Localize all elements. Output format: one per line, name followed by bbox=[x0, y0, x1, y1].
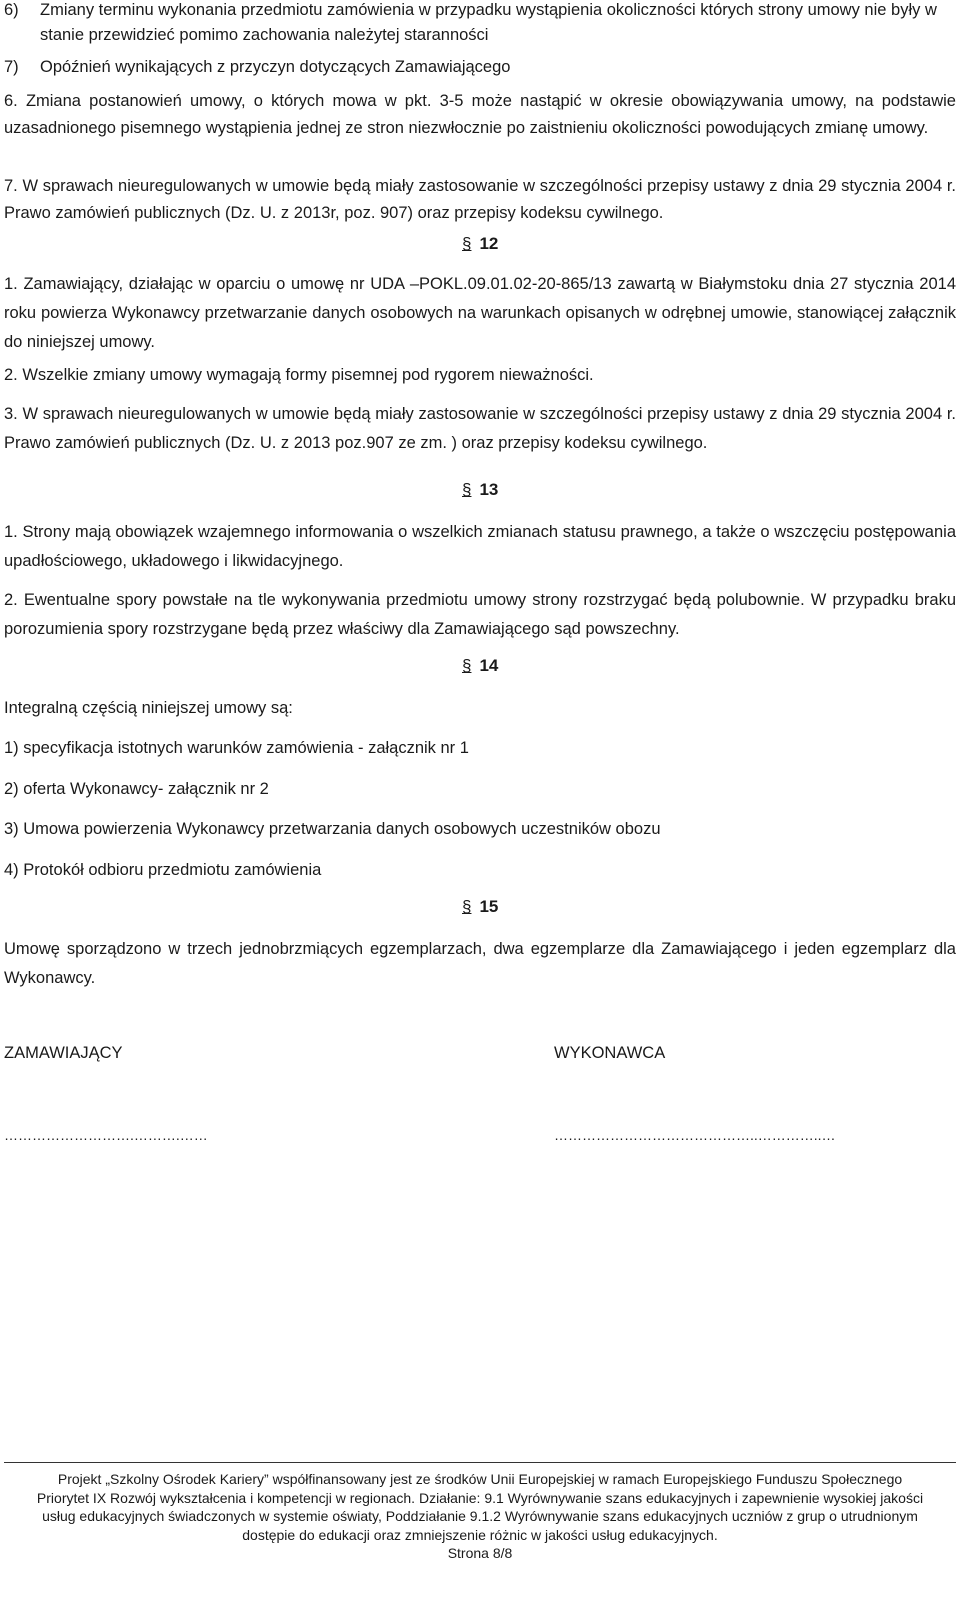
section-heading-12 bbox=[462, 234, 498, 254]
section-sign: § bbox=[462, 480, 472, 499]
footer-line: usług edukacyjnych świadczonych w systemie oświaty, Poddziałanie 9.1.2 Wyrównywanie szans edukacyjnych uczniów z grup o utrudnionym bbox=[42, 1508, 918, 1524]
list-item bbox=[4, 0, 956, 48]
page-footer bbox=[4, 1470, 956, 1563]
footer-line: Projekt „Szkolny Ośrodek Kariery” współfinansowany jest ze środków Unii Europejskiej w ramach Europejskiego Funduszu Społecznego bbox=[57, 1471, 903, 1487]
list-item-text: Opóźnień wynikających z przyczyn dotyczących Zamawiającego bbox=[40, 58, 511, 76]
signature-label-contracting-party: ZAMAWIAJĄCY bbox=[4, 1044, 123, 1062]
s15-paragraph-1: Umowę sporządzono w trzech jednobrzmiących egzemplarzach, dwa egzemplarze dla Zamawiającego i jeden egzemplarz dla Wykonawcy. bbox=[4, 940, 956, 987]
section-heading-13 bbox=[462, 480, 498, 500]
page-number: Strona 8/8 bbox=[447, 1545, 513, 1561]
section-number: 13 bbox=[479, 480, 499, 499]
s13-paragraph-2: 2. Ewentualne spory powstałe na tle wykonywania przedmiotu umowy strony rozstrzygać będą polubownie. W przypadku braku porozumienia spory rozstrzygane będą przez właściwy dla Zamawiającego sąd powszechny. bbox=[4, 591, 956, 638]
s14-intro: Integralną częścią niniejszej umowy są: bbox=[4, 699, 293, 717]
s12-paragraph-3: 3. W sprawach nieuregulowanych w umowie będą miały zastosowanie w szczególności przepisy ustawy z dnia 29 stycznia 2004 r. Prawo zamówień publicznych (Dz. U. z 2013 poz.907 ze zm. ) oraz przepisy kodeksu cywilnego. bbox=[4, 405, 956, 452]
paragraph-6: 6. Zmiana postanowień umowy, o których mowa w pkt. 3-5 może nastąpić w okresie obowiązywania umowy, na podstawie uzasadnionego pisemnego wystąpienia jednej ze stron niezwłocznie po zaistnieniu okoliczności powodujących zmianę umowy. bbox=[4, 92, 956, 137]
s12-paragraph-1: 1. Zamawiający, działając w oparciu o umowę nr UDA –POKL.09.01.02-20-865/13 zawartą w Białymstoku dnia 27 stycznia 2014 roku powierza Wykonawcy przetwarzanie danych osobowych na warunkach opisanych w odrębnej umowie, stanowiącej załącznik do niniejszej umowy. bbox=[4, 275, 956, 351]
section-sign: § bbox=[462, 234, 472, 253]
footer-line: dostępie do edukacji oraz zmniejszenie różnic w jakości usług edukacyjnych. bbox=[242, 1526, 718, 1543]
section-heading-14 bbox=[462, 656, 498, 676]
s14-item: 1) specyfikacja istotnych warunków zamówienia - załącznik nr 1 bbox=[4, 739, 469, 757]
section-number: 12 bbox=[479, 234, 499, 253]
s14-item: 2) oferta Wykonawcy- załącznik nr 2 bbox=[4, 780, 269, 798]
list-item-text: Zmiany terminu wykonania przedmiotu zamówienia w przypadku wystąpienia okoliczności których strony umowy nie były w stanie przewidzieć pomimo zachowania należytej staranności bbox=[40, 1, 937, 44]
s14-item: 3) Umowa powierzenia Wykonawcy przetwarzania danych osobowych uczestników obozu bbox=[4, 820, 661, 838]
s12-paragraph-2: 2. Wszelkie zmiany umowy wymagają formy pisemnej pod rygorem nieważności. bbox=[4, 366, 594, 384]
section-heading-15 bbox=[462, 897, 498, 917]
footer-line: Priorytet IX Rozwój wykształcenia i kompetencji w regionach. Działanie: 9.1 Wyrównywanie szans edukacyjnych i zapewnienie wysokiej jakości bbox=[36, 1489, 924, 1506]
signature-line-contracting-party: ……………………….……….…… bbox=[4, 1127, 208, 1143]
signature-label-contractor: WYKONAWCA bbox=[554, 1044, 666, 1062]
section-sign: § bbox=[462, 897, 472, 916]
paragraph-7: 7. W sprawach nieuregulowanych w umowie będą miały zastosowanie w szczególności przepisy ustawy z dnia 29 stycznia 2004 r. Prawo zamówień publicznych (Dz. U. z 2013r, poz. 907) oraz przepisy kodeksu cywilnego. bbox=[4, 177, 956, 222]
s13-paragraph-1: 1. Strony mają obowiązek wzajemnego informowania o wszelkich zmianach statusu prawnego, a także o wszczęciu postępowania upadłościowego, układowego i likwidacyjnego. bbox=[4, 523, 956, 570]
footer-divider bbox=[4, 1462, 956, 1463]
section-number: 15 bbox=[479, 897, 499, 916]
list-item-number: 7) bbox=[4, 58, 19, 76]
section-number: 14 bbox=[479, 656, 499, 675]
s14-item: 4) Protokół odbioru przedmiotu zamówienia bbox=[4, 861, 322, 879]
list-item bbox=[4, 55, 956, 80]
section-sign: § bbox=[462, 656, 472, 675]
signature-line-contractor: ……………………………………..…………..… bbox=[554, 1127, 836, 1143]
list-item-number: 6) bbox=[4, 1, 19, 19]
